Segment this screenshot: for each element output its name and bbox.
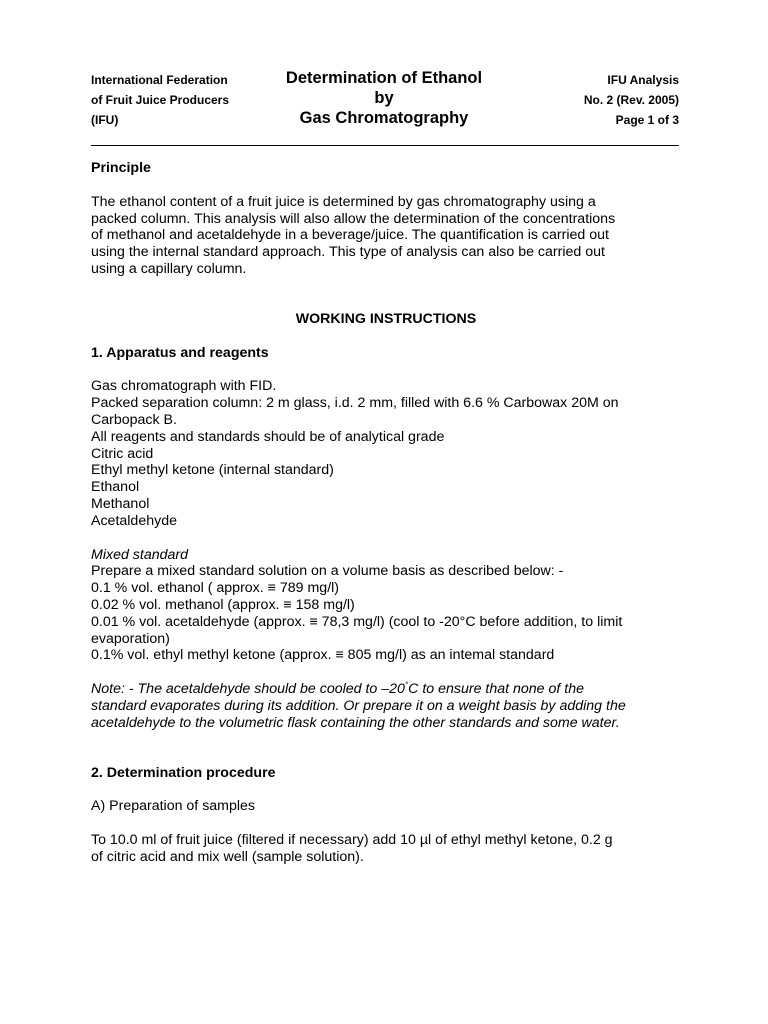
header-left-line: (IFU)	[91, 113, 119, 127]
document-title	[261, 68, 507, 128]
apparatus-line: Citric acid	[91, 445, 154, 462]
mixed-standard-line: evaporation)	[91, 630, 170, 647]
working-instructions-heading: WORKING INSTRUCTIONS	[295, 310, 477, 327]
note-text: C to ensure that none of the	[408, 681, 585, 698]
page-header	[91, 68, 679, 130]
degree-superscript: °	[404, 680, 409, 690]
mixed-standard-title: Mixed standard	[91, 546, 188, 563]
procedure-line: To 10.0 ml of fruit juice (filtered if necessary) add 10 µl of ethyl methyl ketone, 0.2 g	[91, 832, 613, 849]
apparatus-heading: 1. Apparatus and reagents	[91, 344, 269, 361]
apparatus-line: Acetaldehyde	[91, 512, 177, 529]
procedure-line: of citric acid and mix well (sample solution).	[91, 848, 364, 865]
mixed-standard-line: 0.02 % vol. methanol (approx. ≡ 158 mg/l)	[91, 596, 355, 613]
page-number: Page 1 of 3	[615, 113, 679, 127]
apparatus-line: Ethanol	[91, 479, 140, 496]
paragraph-line: packed column. This analysis will also allow the determination of the concentrations	[91, 210, 616, 227]
apparatus-line: Packed separation column: 2 m glass, i.d. 2 mm, filled with 6.6 % Carbowax 20M on	[91, 395, 619, 412]
header-right-line: No. 2 (Rev. 2005)	[583, 93, 679, 107]
document-body	[91, 160, 681, 866]
principle-paragraph	[91, 194, 681, 278]
paragraph-line: of methanol and acetaldehyde in a beverage/juice. The quantification is carried out	[91, 227, 609, 244]
mixed-standard-line: 0.1% vol. ethyl methyl ketone (approx. ≡ 805 mg/l) as an intemal standard	[91, 647, 555, 664]
procedure-subheading: A) Preparation of samples	[91, 798, 256, 815]
title-line: Determination of Ethanol	[285, 69, 483, 87]
apparatus-line: Carbopack B.	[91, 411, 177, 428]
header-analysis-info	[584, 68, 679, 130]
note-line	[91, 681, 681, 698]
mixed-standard-line: 0.01 % vol. acetaldehyde (approx. ≡ 78,3 mg/l) (cool to -20°C before addition, to limit	[91, 613, 623, 630]
paragraph-line: using a capillary column.	[91, 260, 247, 277]
header-organization	[91, 68, 229, 130]
apparatus-list	[91, 378, 681, 529]
principle-heading: Principle	[91, 160, 151, 176]
header-left-line: of Fruit Juice Producers	[91, 93, 230, 107]
apparatus-line: Gas chromatograph with FID.	[91, 378, 277, 395]
note-line: acetaldehyde to the volumetric flask containing the other standards and some water.	[91, 714, 620, 731]
paragraph-line: using the internal standard approach. This type of analysis can also be carried out	[91, 244, 605, 261]
apparatus-line: Ethyl methyl ketone (internal standard)	[91, 462, 334, 479]
procedure-heading: 2. Determination procedure	[91, 764, 276, 781]
mixed-standard-list	[91, 563, 681, 664]
header-left-line: International Federation	[91, 73, 228, 87]
procedure-paragraph	[91, 832, 681, 866]
title-line: by	[374, 89, 394, 107]
title-line: Gas Chromatography	[299, 109, 469, 127]
note-text: Note: - The acetaldehyde should be cooled to –20	[91, 681, 405, 698]
mixed-standard-line: Prepare a mixed standard solution on a volume basis as described below: -	[91, 563, 564, 580]
note-paragraph	[91, 681, 681, 731]
mixed-standard-line: 0.1 % vol. ethanol ( approx. ≡ 789 mg/l)	[91, 580, 340, 597]
apparatus-line: All reagents and standards should be of analytical grade	[91, 428, 445, 445]
paragraph-line: The ethanol content of a fruit juice is determined by gas chromatography using a	[91, 193, 596, 210]
header-divider	[91, 145, 679, 146]
header-right-line: IFU Analysis	[607, 73, 679, 87]
note-line: standard evaporates during its addition. Or prepare it on a weight basis by adding the	[91, 697, 626, 714]
apparatus-line: Methanol	[91, 495, 150, 512]
